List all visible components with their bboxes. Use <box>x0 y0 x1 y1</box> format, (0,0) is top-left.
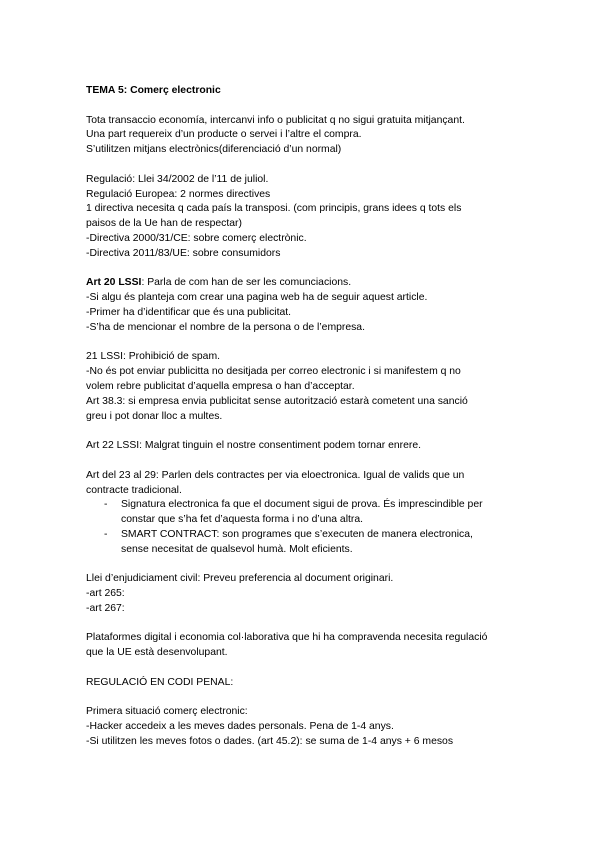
list-item <box>86 498 526 528</box>
text-line: 1 directiva necesita q cada país la transposi. (com principis, grans idees q tots els <box>86 203 462 215</box>
text-line: constar que s’ha fet d’aquesta forma i no d’una altra. <box>121 514 364 526</box>
art20-paragraph <box>86 276 526 335</box>
dash-bullet: - <box>104 499 108 511</box>
text-line: -Directiva 2000/31/CE: sobre comerç electrònic. <box>86 232 307 244</box>
text-line: sense necesitat de qualsevol humà. Molt eficients. <box>121 543 353 555</box>
text-line: greu i pot donar lloc a multes. <box>86 410 223 422</box>
spacer <box>86 691 526 706</box>
text-line: Regulació: Llei 34/2002 de l’11 de juliol. <box>86 173 269 185</box>
text-line: -S’ha de mencionar el nombre de la persona o de l’empresa. <box>86 321 365 333</box>
art20-bold-label: Art 20 LSSI <box>86 277 142 289</box>
spacer <box>86 424 526 439</box>
text-line: -Si algu és planteja com crear una pagina web ha de seguir aquest article. <box>86 292 428 304</box>
text-line: Una part requereix d’un producte o servei i l’altre el compra. <box>86 129 362 141</box>
art23-bullet-list <box>86 498 526 557</box>
text-line: SMART CONTRACT: son programes que s’executen de manera electronica, <box>121 528 473 540</box>
text-line: volem rebre publicitat d’aquella empresa o han d’acceptar. <box>86 380 355 392</box>
spacer <box>86 661 526 676</box>
text-line: 21 LSSI: Prohibició de spam. <box>86 351 220 363</box>
regulacio-paragraph <box>86 173 526 262</box>
spacer <box>86 262 526 277</box>
llei-paragraph <box>86 572 526 616</box>
art21-paragraph <box>86 350 526 424</box>
plataformes-paragraph <box>86 631 526 661</box>
text-line: -Hacker accedeix a les meves dades personals. Pena de 1-4 anys. <box>86 721 394 733</box>
text-line: -Primer ha d’identificar que és una publicitat. <box>86 306 292 318</box>
text-line: -art 267: <box>86 602 125 614</box>
text-line: Llei d’enjudiciament civil: Preveu preferencia al document originari. <box>86 573 394 585</box>
text-line: Signatura electronica fa que el document sigui de prova. És imprescindible per <box>121 499 483 511</box>
art22-paragraph: Art 22 LSSI: Malgrat tinguin el nostre consentiment podem tornar enrere. <box>86 440 421 452</box>
text-line: contracte tradicional. <box>86 484 182 496</box>
text-line: Art del 23 al 29: Parlen dels contractes per via eloectronica. Igual de valids que un <box>86 469 465 481</box>
spacer <box>86 454 526 469</box>
spacer <box>86 336 526 351</box>
dash-bullet: - <box>104 528 108 540</box>
text-line: que la UE està desenvolupant. <box>86 647 228 659</box>
text-line: -No és pot enviar publicitta no desitjada per correo electronic i si manifestem q no <box>86 366 461 378</box>
text-line: Primera situació comerç electronic: <box>86 706 248 718</box>
document-title: TEMA 5: Comerç electronic <box>86 85 221 96</box>
spacer <box>86 158 526 173</box>
text-line: -Si utilitzen les meves fotos o dades. (art 45.2): se suma de 1-4 anys + 6 mesos <box>86 736 454 748</box>
text-line: paisos de la Ue han de respectar) <box>86 218 242 230</box>
text-line: -Directiva 2011/83/UE: sobre consumidors <box>86 247 281 259</box>
intro-paragraph <box>86 114 526 158</box>
text-line: S’utilitzen mitjans electrònics(diferenciació d’un normal) <box>86 144 342 156</box>
primera-paragraph <box>86 705 526 749</box>
art23-paragraph <box>86 469 526 558</box>
text-line: -art 265: <box>86 588 125 600</box>
text-line: Regulació Europea: 2 normes directives <box>86 188 271 200</box>
art20-heading-line <box>86 276 526 291</box>
list-item <box>86 528 526 558</box>
codi-penal-heading: REGULACIÓ EN CODI PENAL: <box>86 676 234 688</box>
spacer <box>86 99 526 114</box>
text-line: Art 38.3: si empresa envia publicitat sense autorització estarà cometent una sanció <box>86 395 468 407</box>
document-page <box>86 84 526 750</box>
spacer <box>86 558 526 573</box>
text-line: Tota transaccio economía, intercanvi info o publicitat q no sigui gratuita mitjançant. <box>86 114 465 126</box>
spacer <box>86 617 526 632</box>
text-line: Plataformes digital i economia col·laborativa que hi ha compravenda necesita regulació <box>86 632 488 644</box>
art20-heading-rest: : Parla de com han de ser les comunciacions. <box>141 277 352 289</box>
